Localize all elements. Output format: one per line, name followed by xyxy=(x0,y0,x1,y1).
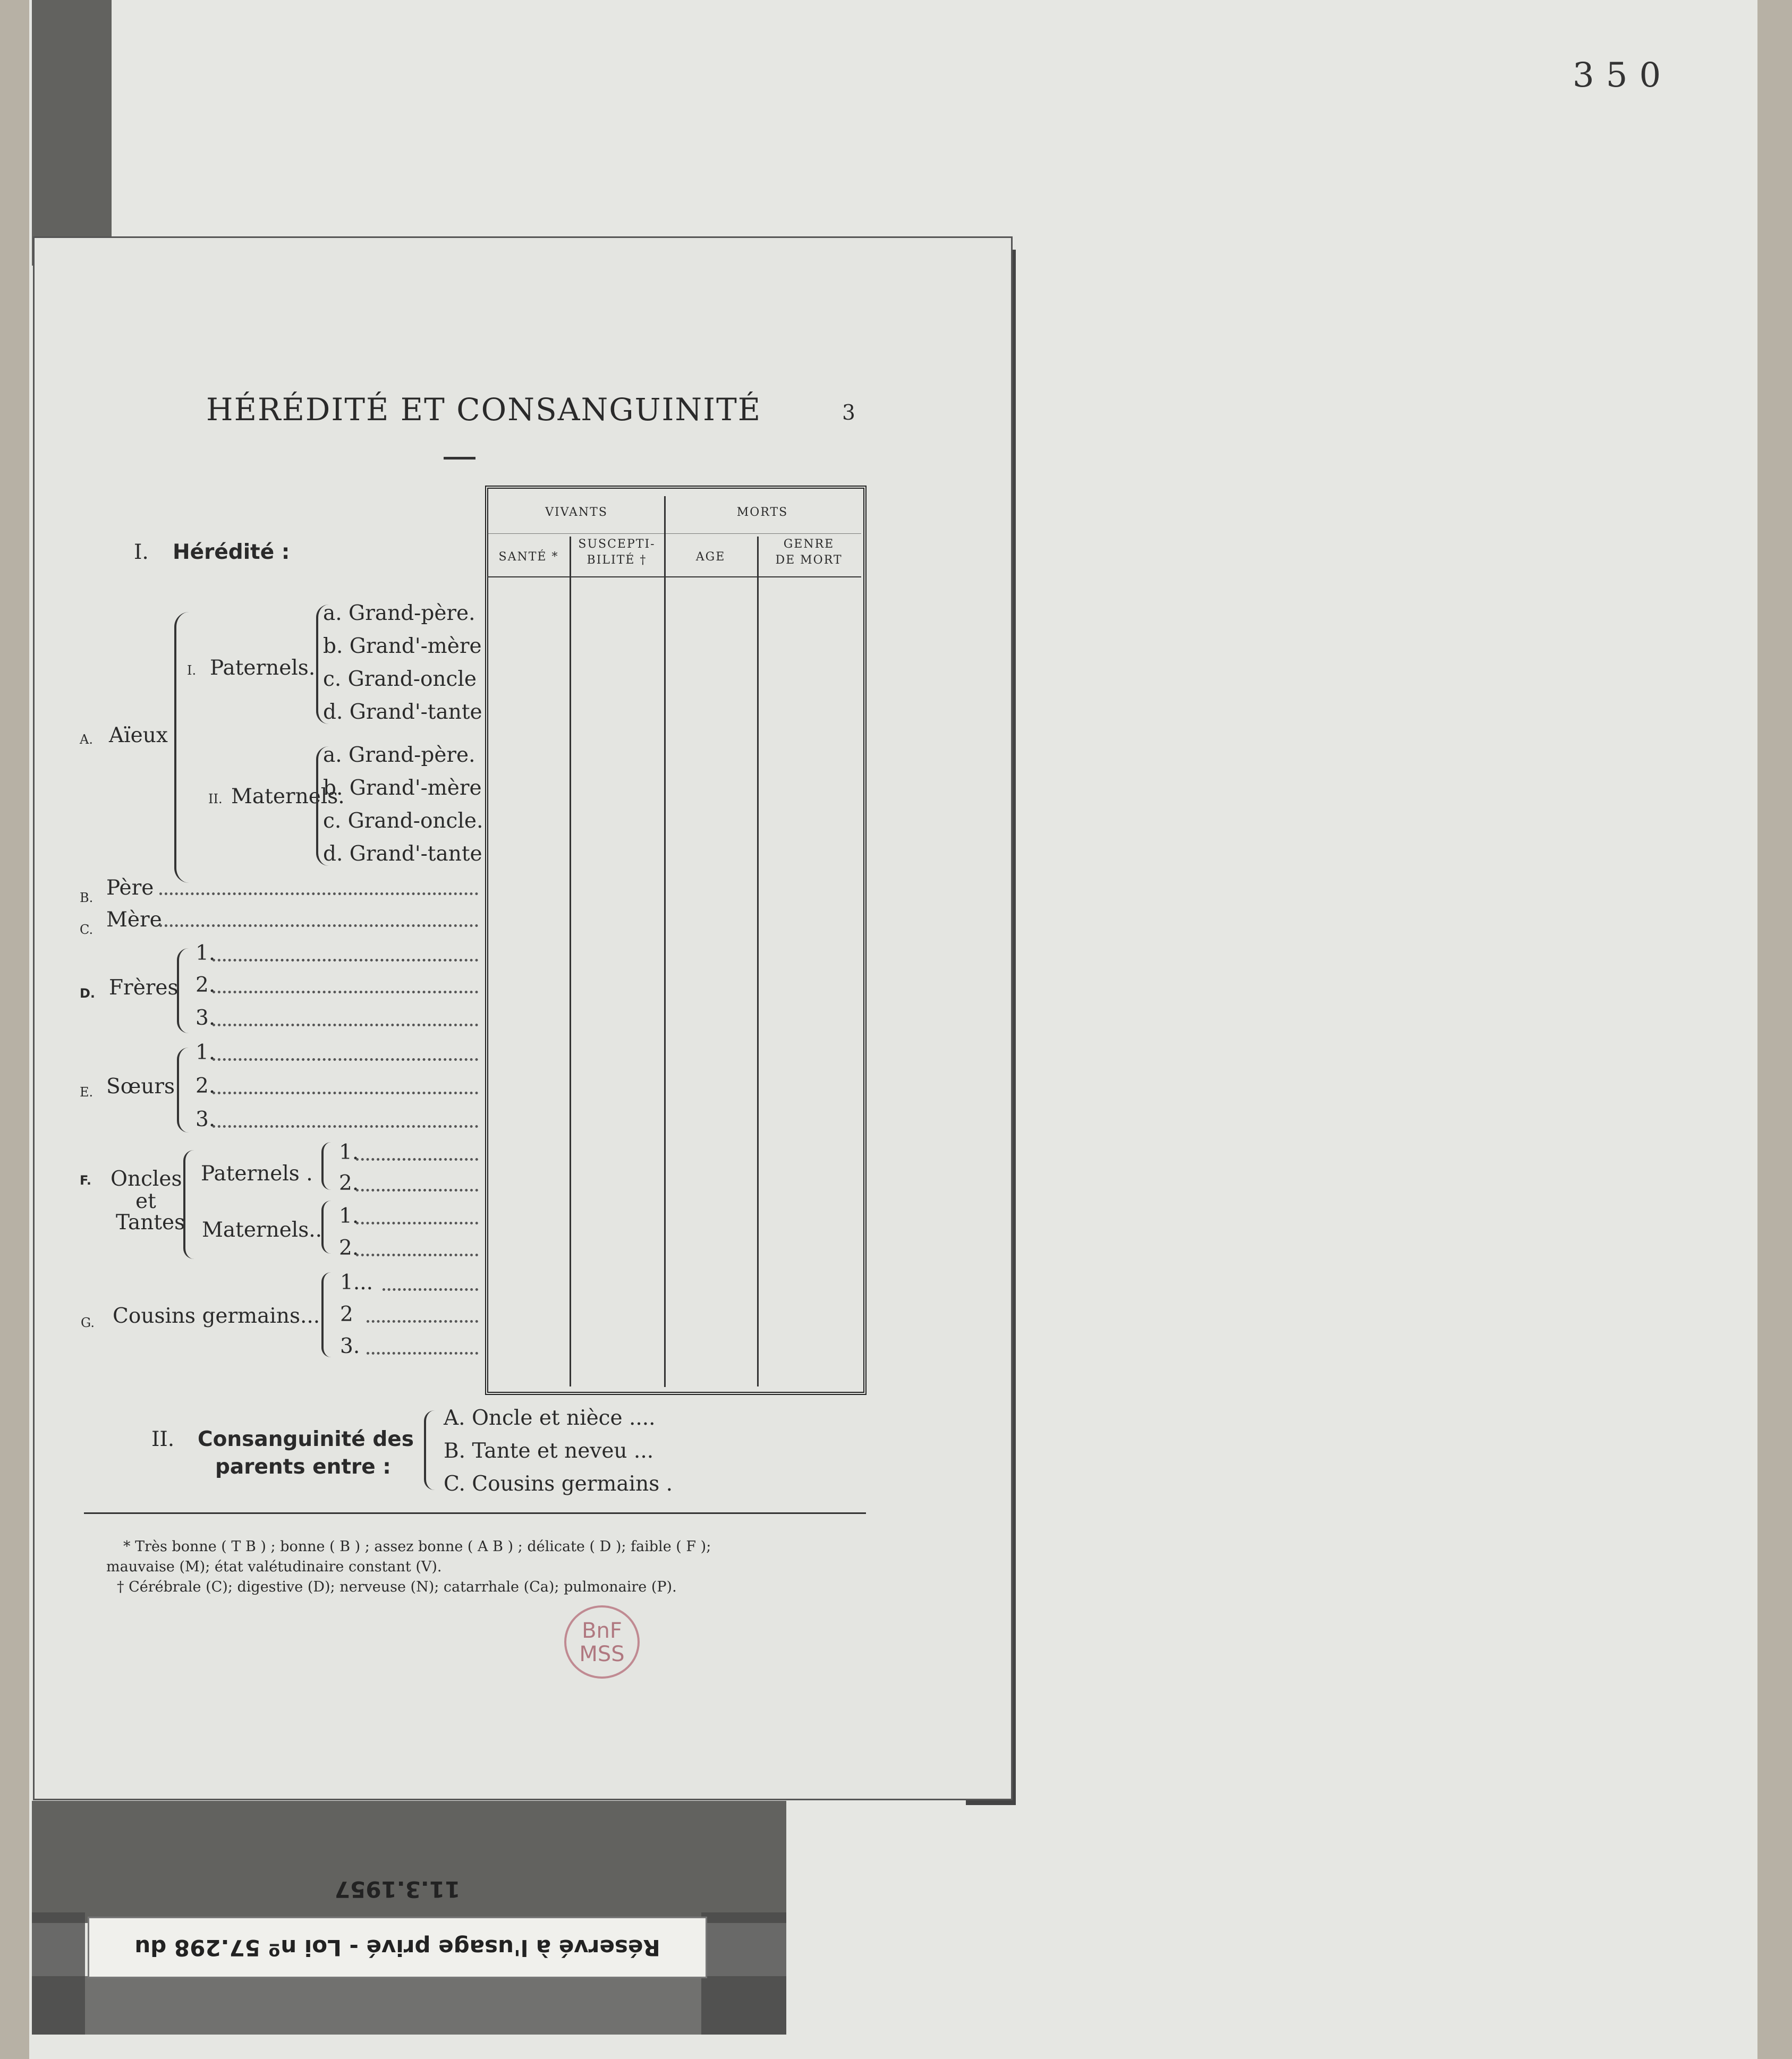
maternels-item-a: a. Grand-père. xyxy=(323,743,475,767)
freres-item-1: 1. xyxy=(196,941,216,965)
section2-item-a: A. Oncle et nièce .... xyxy=(444,1406,656,1430)
section2-item-c: C. Cousins germains . xyxy=(444,1472,673,1496)
header-genre-1: GENRE xyxy=(783,538,835,551)
freres-item-2: 2. xyxy=(196,973,216,997)
stamp-line-2: MSS xyxy=(579,1642,625,1666)
cousins-leader-1 xyxy=(383,1288,478,1291)
aieux-letter: A. xyxy=(80,732,93,747)
paternels-item-a: a. Grand-père. xyxy=(323,601,475,625)
soeurs-brace xyxy=(177,1048,189,1133)
paternels-item-b: b. Grand'-mère xyxy=(323,634,482,658)
soeurs-item-3: 3. xyxy=(196,1108,216,1131)
soeurs-letter: E. xyxy=(80,1085,94,1100)
form-page-number: 3 xyxy=(842,401,855,425)
table-header-rule-top xyxy=(487,533,861,534)
section2-numeral: II. xyxy=(151,1427,175,1451)
maternels-numeral: II. xyxy=(208,792,223,806)
oncles-maternels: Maternels.. xyxy=(202,1218,322,1242)
oncles-brace xyxy=(183,1150,194,1259)
header-vivants: VIVANTS xyxy=(545,506,608,519)
oncles-letter: F. xyxy=(80,1173,91,1188)
folio-number: 350 xyxy=(1573,56,1673,95)
oncles-mat-leader-2 xyxy=(356,1254,478,1256)
table-divider-vivants xyxy=(570,537,571,1386)
header-genre-2: DE MORT xyxy=(775,554,843,567)
freres-label: Frères xyxy=(109,976,179,1000)
footnote-line-3: † Cérébrale (C); digestive (D); nerveuse (N); catarrhale (Ca); pulmonaire (P). xyxy=(117,1579,677,1595)
title-rule xyxy=(444,457,475,460)
soeurs-leader-1 xyxy=(213,1058,478,1061)
soeurs-item-1: 1. xyxy=(196,1041,216,1065)
cousins-brace xyxy=(321,1272,331,1357)
table-divider-main xyxy=(664,496,666,1387)
soeurs-leader-3 xyxy=(213,1125,478,1128)
archive-label xyxy=(88,1876,707,1978)
stamp-line-1: BnF xyxy=(582,1619,622,1643)
table-header-rule xyxy=(487,576,861,577)
grime-top-left xyxy=(32,0,112,266)
oncles-pat-leader-2 xyxy=(356,1189,478,1192)
header-suscepti-2: BILITÉ † xyxy=(587,554,647,567)
cousins-item-2: 2 xyxy=(340,1303,353,1326)
oncles-mat-item-2: 2. xyxy=(339,1236,359,1260)
header-sante: SANTÉ * xyxy=(498,550,559,564)
soeurs-item-2: 2. xyxy=(196,1074,216,1098)
oncles-mat-brace xyxy=(321,1201,331,1254)
soeurs-label: Sœurs xyxy=(106,1075,175,1099)
oncles-label-1: Oncles xyxy=(111,1167,182,1191)
cousins-item-1: 1... xyxy=(340,1271,373,1295)
maternels-item-d: d. Grand'-tante xyxy=(323,842,482,866)
maternels-item-c: c. Grand-oncle. xyxy=(323,809,483,833)
grime-bottom-strip xyxy=(32,1976,786,2035)
maternels-label: Maternels. xyxy=(231,785,345,809)
oncles-pat-brace xyxy=(321,1142,331,1190)
table-divider-morts xyxy=(757,537,759,1386)
section2-title-2: parents entre : xyxy=(215,1455,391,1479)
soeurs-leader-2 xyxy=(213,1092,478,1094)
section2-title-1: Consanguinité des xyxy=(198,1427,414,1451)
freres-leader-2 xyxy=(213,991,478,993)
grime-label-left xyxy=(32,1912,85,2035)
freres-item-3: 3. xyxy=(196,1006,216,1030)
paternels-label: Paternels. xyxy=(210,656,316,680)
section2-item-b: B. Tante et neveu ... xyxy=(444,1439,654,1463)
header-age: AGE xyxy=(695,550,726,564)
pere-leader xyxy=(159,892,478,895)
cousins-leader-2 xyxy=(367,1320,478,1323)
cousins-letter: G. xyxy=(81,1315,95,1330)
oncles-pat-leader-1 xyxy=(356,1158,478,1161)
footnote-rule xyxy=(84,1512,866,1514)
heredity-table xyxy=(485,486,867,1395)
section2-brace xyxy=(424,1410,435,1490)
grime-label-right xyxy=(701,1912,786,2035)
maternels-item-b: b. Grand'-mère xyxy=(323,776,482,800)
paternels-item-c: c. Grand-oncle xyxy=(323,667,477,691)
oncles-mat-leader-1 xyxy=(356,1222,478,1224)
pere-label: Père xyxy=(106,876,154,900)
cousins-label: Cousins germains... xyxy=(113,1304,320,1328)
archive-label-text: Réservé à l'usage privé - Loi nº 57.298 du 11.3.1957 xyxy=(134,1876,660,1961)
oncles-label-2: et xyxy=(135,1189,156,1213)
form-title: HÉRÉDITÉ ET CONSANGUINITÉ xyxy=(206,392,762,428)
header-suscepti-1: SUSCEPTI- xyxy=(578,538,656,551)
mere-letter: C. xyxy=(80,922,94,937)
aieux-brace xyxy=(174,612,191,883)
cousins-item-3: 3. xyxy=(340,1334,360,1358)
cousins-leader-3 xyxy=(367,1352,478,1355)
aieux-label: Aïeux xyxy=(109,724,168,747)
header-morts: MORTS xyxy=(736,506,788,519)
footnote-line-1: * Très bonne ( T B ) ; bonne ( B ) ; assez bonne ( A B ) ; délicate ( D ); faible ( F ); xyxy=(123,1538,711,1555)
oncles-paternels: Paternels . xyxy=(201,1162,313,1186)
oncles-label-3: Tantes xyxy=(116,1211,185,1235)
freres-letter: D. xyxy=(80,986,96,1001)
paternels-item-d: d. Grand'-tante xyxy=(323,700,482,724)
footnote-line-2: mauvaise (M); état valétudinaire constant (V). xyxy=(106,1559,442,1575)
pere-letter: B. xyxy=(80,890,94,905)
mere-label: Mère xyxy=(106,908,162,932)
oncles-pat-item-2: 2. xyxy=(339,1171,359,1195)
oncles-mat-item-1: 1. xyxy=(339,1204,359,1228)
freres-leader-3 xyxy=(213,1024,478,1026)
oncles-pat-item-1: 1. xyxy=(339,1141,359,1164)
freres-leader-1 xyxy=(213,959,478,962)
bnf-mss-stamp xyxy=(564,1605,640,1679)
mere-leader xyxy=(159,924,478,927)
section1-numeral: I. xyxy=(134,540,149,564)
paternels-numeral: I. xyxy=(187,663,197,678)
section1-title: Hérédité : xyxy=(173,540,290,564)
freres-brace xyxy=(177,948,189,1033)
